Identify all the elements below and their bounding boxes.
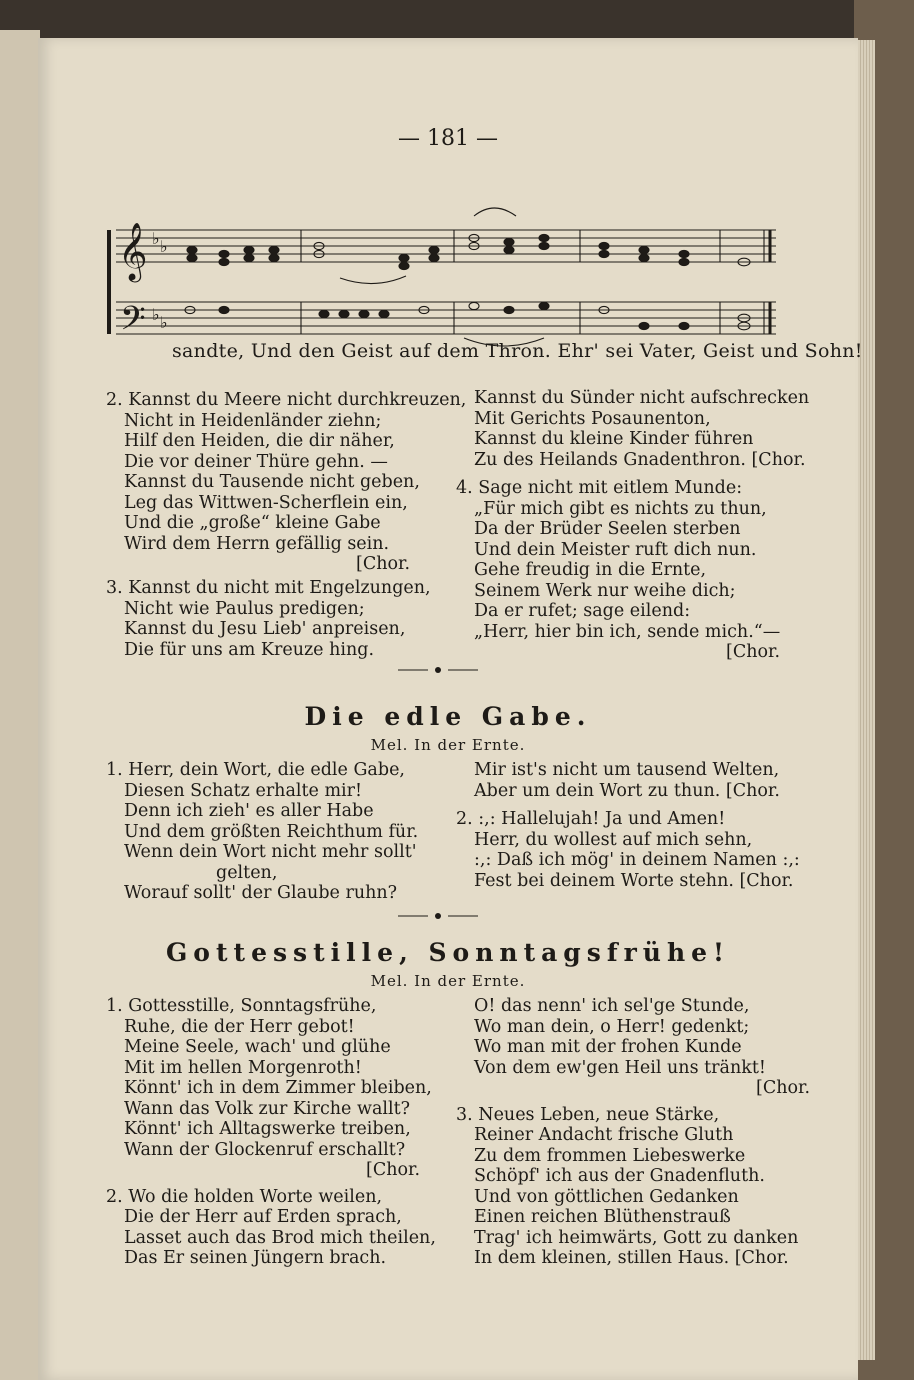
hymn3-melody: Mel. In der Ernte. <box>370 972 526 990</box>
verse-line: Mit Gerichts Posaunenton, <box>474 408 711 429</box>
verse-line: Das Er seinen Jüngern brach. <box>124 1248 387 1268</box>
verse-line: Von dem ew'gen Heil uns tränkt! <box>474 1057 766 1078</box>
verse-line: Ruhe, die der Herr gebot! <box>124 1016 355 1037</box>
verse-line: Da er rufet; sage eilend: <box>474 601 691 621</box>
svg-text:♭: ♭ <box>160 237 168 256</box>
verse-line: Wenn dein Wort nicht mehr sollt' <box>124 842 417 862</box>
verse-line: Nicht in Heidenländer ziehn; <box>124 410 382 431</box>
verse-line: Wird dem Herrn gefällig sein. <box>124 533 390 554</box>
verse-line: Kannst du Jesu Lieb' anpreisen, <box>124 619 406 639</box>
verse-line: Die der Herr auf Erden sprach, <box>124 1207 402 1227</box>
verse-line: Kannst du kleine Kinder führen <box>474 429 754 449</box>
verse-line: Denn ich zieh' es aller Habe <box>124 801 374 821</box>
hymn3-left-column <box>106 996 436 1269</box>
verse-line: Seinem Werk nur weihe dich; <box>474 580 736 601</box>
hymn1-verse2 <box>106 390 466 575</box>
verse-line: Diesen Schatz erhalte mir! <box>124 780 363 801</box>
verse-line: Reiner Andacht frische Gluth <box>474 1125 734 1145</box>
verse-line: Zu dem frommen Liebeswerke <box>474 1145 746 1166</box>
hymn1-verse3 <box>106 578 431 660</box>
verse-line: :,: Daß ich mög' in deinem Namen :,: <box>474 850 800 870</box>
verse-line: 2. Kannst du Meere nicht durchkreuzen, <box>106 390 467 410</box>
verse-line: Wann das Volk zur Kirche wallt? <box>124 1098 410 1119</box>
verse-line: Wann der Glockenruf erschallt? <box>124 1139 406 1160</box>
chorus-marker: [Chor. <box>726 642 781 662</box>
verse-line: 1. Herr, dein Wort, die edle Gabe, <box>106 760 405 780</box>
chorus-marker: [Chor. <box>356 554 411 574</box>
divider-ornament <box>398 666 478 674</box>
verse-line: Zu des Heilands Gnadenthron. [Chor. <box>474 449 806 470</box>
verse-line: Fest bei deinem Worte stehn. [Chor. <box>474 870 794 891</box>
hymn2-right-column <box>456 760 800 891</box>
verse-line: 3. Kannst du nicht mit Engelzungen, <box>106 578 431 598</box>
hymn2-left-column <box>106 760 418 904</box>
verse-line: gelten, <box>216 862 278 883</box>
divider-ornament <box>398 912 478 920</box>
verse-line: Kannst du Sünder nicht aufschrecken <box>474 388 810 408</box>
verse-line: Könnt' ich Alltagswerke treiben, <box>124 1119 411 1139</box>
verse-line: Mit im hellen Morgenroth! <box>124 1057 362 1078</box>
svg-text:𝄞: 𝄞 <box>118 222 148 280</box>
verse-line: Und die „große“ kleine Gabe <box>124 513 381 533</box>
hymn3-title: Gottesstille, Sonntagsfrühe! <box>165 938 731 967</box>
verse-line: Könnt' ich in dem Zimmer bleiben, <box>124 1078 432 1098</box>
verse-line: 4. Sage nicht mit eitlem Munde: <box>456 478 743 498</box>
verse-line: Gehe freudig in die Ernte, <box>474 560 707 580</box>
verse-line: Die für uns am Kreuze hing. <box>124 639 375 660</box>
verse-line: Mir ist's nicht um tausend Welten, <box>474 760 780 780</box>
verse-line: Schöpf' ich aus der Gnadenfluth. <box>474 1166 765 1186</box>
verse-line: 1. Gottesstille, Sonntagsfrühe, <box>106 996 377 1016</box>
page-stack-edges <box>855 40 875 1360</box>
hymn2-title: Die edle Gabe. <box>304 702 592 731</box>
facing-page-edge <box>0 30 40 1380</box>
verse-line: Hilf den Heiden, die dir näher, <box>124 431 395 451</box>
page-number: — 181 — <box>398 126 498 151</box>
verse-line: Da der Brüder Seelen sterben <box>474 519 741 539</box>
verse-line: In dem kleinen, stillen Haus. [Chor. <box>474 1248 789 1268</box>
verse-line: O! das nenn' ich sel'ge Stunde, <box>474 996 750 1016</box>
hymn3-right-column <box>456 996 810 1269</box>
svg-text:♭: ♭ <box>152 305 160 324</box>
hymn1-right-column <box>456 388 809 663</box>
verse-line: „Herr, hier bin ich, sende mich.“— <box>474 621 781 642</box>
verse-line: Kannst du Tausende nicht geben, <box>124 472 420 492</box>
verse-line: Leg das Wittwen-Scherflein ein, <box>124 492 408 513</box>
verse-line: Lasset auch das Brod mich theilen, <box>124 1227 436 1248</box>
hymn2-melody: Mel. In der Ernte. <box>370 736 526 754</box>
verse-line: Aber um dein Wort zu thun. [Chor. <box>474 780 780 801</box>
verse-line: 2. :,: Hallelujah! Ja und Amen! <box>456 809 726 829</box>
verse-line: Worauf sollt' der Glaube ruhn? <box>124 883 398 903</box>
svg-text:♭: ♭ <box>152 229 160 248</box>
verse-line: Herr, du wollest auf mich sehn, <box>474 829 753 850</box>
verse-line: Die vor deiner Thüre gehn. — <box>124 451 388 472</box>
verse-line: 3. Neues Leben, neue Stärke, <box>456 1104 720 1125</box>
verse-line: Wo man dein, o Herr! gedenkt; <box>474 1016 750 1037</box>
verse-line: Trag' ich heimwärts, Gott zu danken <box>474 1227 799 1248</box>
verse-line: Meine Seele, wach' und glühe <box>124 1037 391 1057</box>
svg-text:♭: ♭ <box>160 313 168 332</box>
verse-line: Einen reichen Blüthenstrauß <box>474 1207 731 1227</box>
svg-text:𝄢: 𝄢 <box>120 300 146 346</box>
book-page <box>38 38 863 1380</box>
chorus-marker: [Chor. <box>366 1160 421 1180</box>
verse-line: Wo man mit der frohen Kunde <box>474 1037 742 1057</box>
verse-line: 2. Wo die holden Worte weilen, <box>106 1186 383 1207</box>
verse-line: „Für mich gibt es nichts zu thun, <box>474 498 767 519</box>
music-lyric-line: sandte, Und den Geist auf dem Thron. Ehr' sei Vater, Geist und Sohn! <box>172 340 863 362</box>
verse-line: Und dem größten Reichthum für. <box>124 821 419 842</box>
chorus-marker: [Chor. <box>756 1078 811 1098</box>
verse-line: Und dein Meister ruft dich nun. <box>474 539 757 560</box>
verse-line: Nicht wie Paulus predigen; <box>124 598 365 619</box>
book-cover-top <box>0 0 914 40</box>
verse-line: Und von göttlichen Gedanken <box>474 1186 739 1207</box>
